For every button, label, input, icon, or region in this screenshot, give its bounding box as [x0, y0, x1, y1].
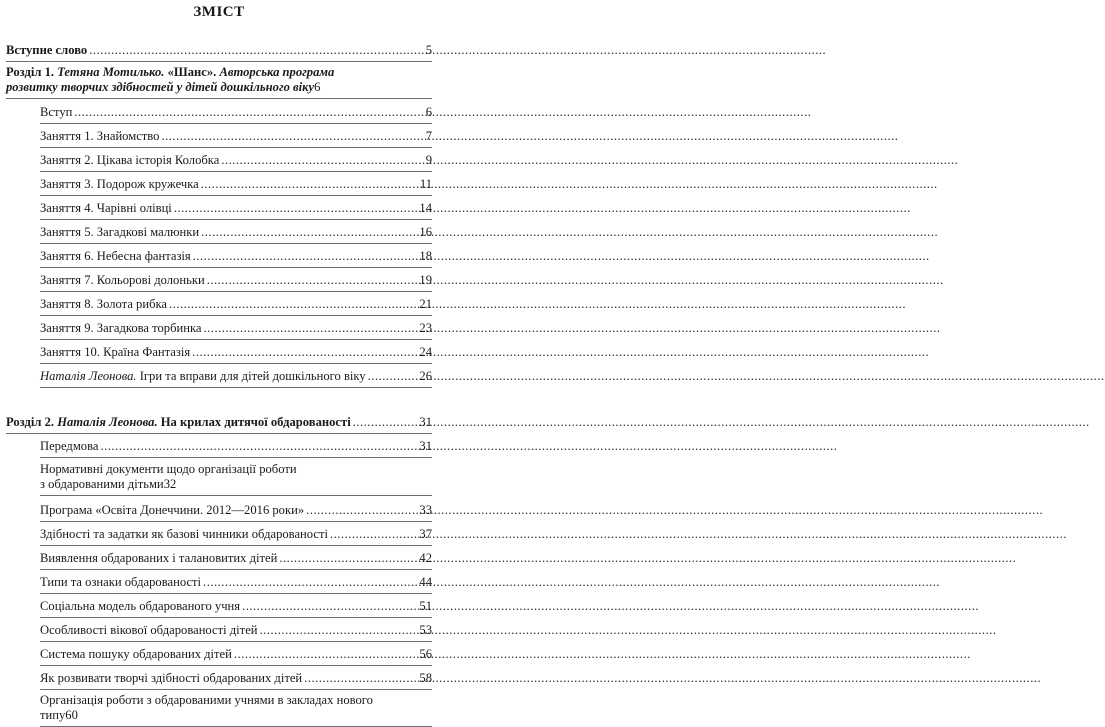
toc-entry-foreword[interactable]	[40, 436, 432, 458]
leader-dots	[306, 503, 416, 518]
entry-page: 56	[419, 647, 432, 661]
section-subtitle-line1: Авторська програма	[219, 65, 335, 79]
section-program-name: «Шанс».	[167, 65, 220, 79]
toc-page	[0, 0, 438, 722]
toc-entry-lesson-3[interactable]	[40, 174, 432, 196]
section-subtitle-line2: розвитку творчих здібностей у дітей дошкільного віку	[6, 80, 315, 94]
toc-entry-games[interactable]	[40, 366, 432, 388]
section-author: Тетяна Мотилько.	[57, 65, 168, 79]
entry-title: Заняття 7. Кольорові долоньки	[40, 273, 205, 287]
leader-dots	[234, 647, 416, 662]
toc-entry-lesson-9[interactable]	[40, 318, 432, 340]
leader-dots	[353, 415, 416, 430]
entry-title: Заняття 3. Подорож кружечка	[40, 177, 199, 191]
leader-dots	[207, 273, 416, 288]
toc-entry-age-features[interactable]	[40, 620, 432, 642]
entry-title: Заняття 8. Золота рибка	[40, 297, 168, 311]
entry-page: 37	[419, 527, 432, 541]
entry-page: 58	[419, 671, 432, 685]
entry-title: Виявлення обдарованих і талановитих дітей	[40, 551, 278, 565]
toc-entry-identification[interactable]	[40, 548, 432, 570]
entry-page: 18	[419, 249, 432, 263]
entry-title: Заняття 6. Небесна фантазія	[40, 249, 191, 263]
toc-entry-program-donechchyna[interactable]	[40, 500, 432, 522]
entry-page: 19	[419, 273, 432, 287]
entry-title: Особливості вікової обдарованості дітей	[40, 623, 258, 637]
entry-page: 51	[419, 599, 432, 613]
leader-dots	[201, 225, 416, 240]
entry-page: 33	[419, 503, 432, 517]
entry-title: Вступ	[40, 105, 73, 119]
toc-entry-lesson-8[interactable]	[40, 294, 432, 316]
leader-dots	[304, 671, 416, 686]
entry-title-line1: Нормативні документи щодо організації роботи	[40, 462, 297, 476]
toc-entry-section-1[interactable]	[6, 65, 432, 99]
toc-entry-lesson-10[interactable]	[40, 342, 432, 364]
entry-title: Програма «Освіта Донеччини. 2012—2016 роки»	[40, 503, 305, 517]
leader-dots	[161, 129, 416, 144]
leader-dots	[74, 105, 416, 120]
toc-entry-intro[interactable]	[6, 40, 432, 62]
entry-title-line2: типу	[40, 708, 66, 722]
entry-page: 6	[314, 80, 321, 94]
toc-entry-develop-creativity[interactable]	[40, 668, 432, 690]
leader-dots	[201, 177, 416, 192]
toc-entry-social-model[interactable]	[40, 596, 432, 618]
entry-title: Заняття 1. Знайомство	[40, 129, 160, 143]
leader-dots	[204, 321, 417, 336]
entry-page: 5	[425, 43, 432, 57]
toc-entry-new-type-schools[interactable]	[40, 693, 432, 727]
entry-page: 16	[419, 225, 432, 239]
entry-title: Здібності та задатки як базові чинники обдарованості	[40, 527, 328, 541]
entry-title: Заняття 9. Загадкова торбинка	[40, 321, 202, 335]
leader-dots	[330, 527, 416, 542]
entry-title: Заняття 5. Загадкові малюнки	[40, 225, 200, 239]
toc-entry-lesson-7[interactable]	[40, 270, 432, 292]
entry-page: 60	[65, 708, 78, 722]
leader-dots	[192, 345, 416, 360]
section-label: Розділ 2.	[6, 415, 58, 429]
entry-title	[6, 415, 351, 430]
toc-entry-normative-docs[interactable]	[40, 462, 432, 496]
leader-dots	[242, 599, 416, 614]
toc-entry-types[interactable]	[40, 572, 432, 594]
entry-title: Як розвивати творчі здібності обдарованих дітей	[40, 671, 303, 685]
entry-page: 26	[419, 369, 432, 383]
toc-entry-section-2[interactable]	[6, 412, 432, 434]
section-label: Розділ 1.	[6, 65, 58, 79]
leader-dots	[368, 369, 416, 384]
leader-dots	[193, 249, 416, 264]
entry-page: 11	[419, 177, 432, 191]
table-of-contents	[0, 40, 438, 727]
toc-entry-search-system[interactable]	[40, 644, 432, 666]
toc-entry-lesson-5[interactable]	[40, 222, 432, 244]
toc-entry-lesson-2[interactable]	[40, 150, 432, 172]
entry-page: 32	[163, 477, 177, 491]
entry-page: 21	[419, 297, 432, 311]
entry-page: 44	[419, 575, 432, 589]
entry-title	[40, 369, 366, 384]
toc-entry-abilities[interactable]	[40, 524, 432, 546]
entry-page: 31	[419, 415, 432, 429]
entry-title: Заняття 4. Чарівні олівці	[40, 201, 172, 215]
toc-entry-lesson-1[interactable]	[40, 126, 432, 148]
entry-page: 14	[419, 201, 432, 215]
entry-title: Заняття 10. Країна Фантазія	[40, 345, 191, 359]
entry-title: Система пошуку обдарованих дітей	[40, 647, 232, 661]
entry-page: 6	[425, 105, 432, 119]
entry-author: Наталія Леонова.	[40, 369, 140, 383]
entry-title: Передмова	[40, 439, 99, 453]
leader-dots	[260, 623, 416, 638]
leader-dots	[221, 153, 416, 168]
toc-entry-lesson-6[interactable]	[40, 246, 432, 268]
leader-dots	[279, 551, 416, 566]
leader-dots	[203, 575, 416, 590]
entry-page: 31	[419, 439, 432, 453]
entry-page: 7	[425, 129, 432, 143]
entry-page: 53	[419, 623, 432, 637]
entry-title: Заняття 2. Цікава історія Колобка	[40, 153, 220, 167]
entry-title: Соціальна модель обдарованого учня	[40, 599, 241, 613]
entry-title: Типи та ознаки обдарованості	[40, 575, 202, 589]
section-gap	[0, 388, 438, 406]
leader-dots	[100, 439, 416, 454]
leader-dots	[169, 297, 416, 312]
entry-subtitle: Ігри та вправи для дітей дошкільного віку	[139, 369, 366, 383]
toc-entry-vstup[interactable]	[40, 102, 432, 124]
entry-title: Вступне слово	[6, 43, 88, 57]
entry-title-line1: Організація роботи з обдарованими учнями в закладах нового	[40, 693, 373, 707]
leader-dots	[174, 201, 416, 216]
entry-page: 23	[419, 321, 432, 335]
section-author: Наталія Леонова.	[57, 415, 161, 429]
entry-title-line2: з обдарованими дітьми	[40, 477, 164, 491]
entry-page: 42	[419, 551, 432, 565]
entry-page: 24	[419, 345, 432, 359]
leader-dots	[89, 43, 416, 58]
toc-entry-lesson-4[interactable]	[40, 198, 432, 220]
page-title: ЗМІСТ	[193, 4, 245, 20]
section-title: На крилах дитячої обдарованості	[160, 415, 351, 429]
entry-page: 9	[425, 153, 432, 167]
